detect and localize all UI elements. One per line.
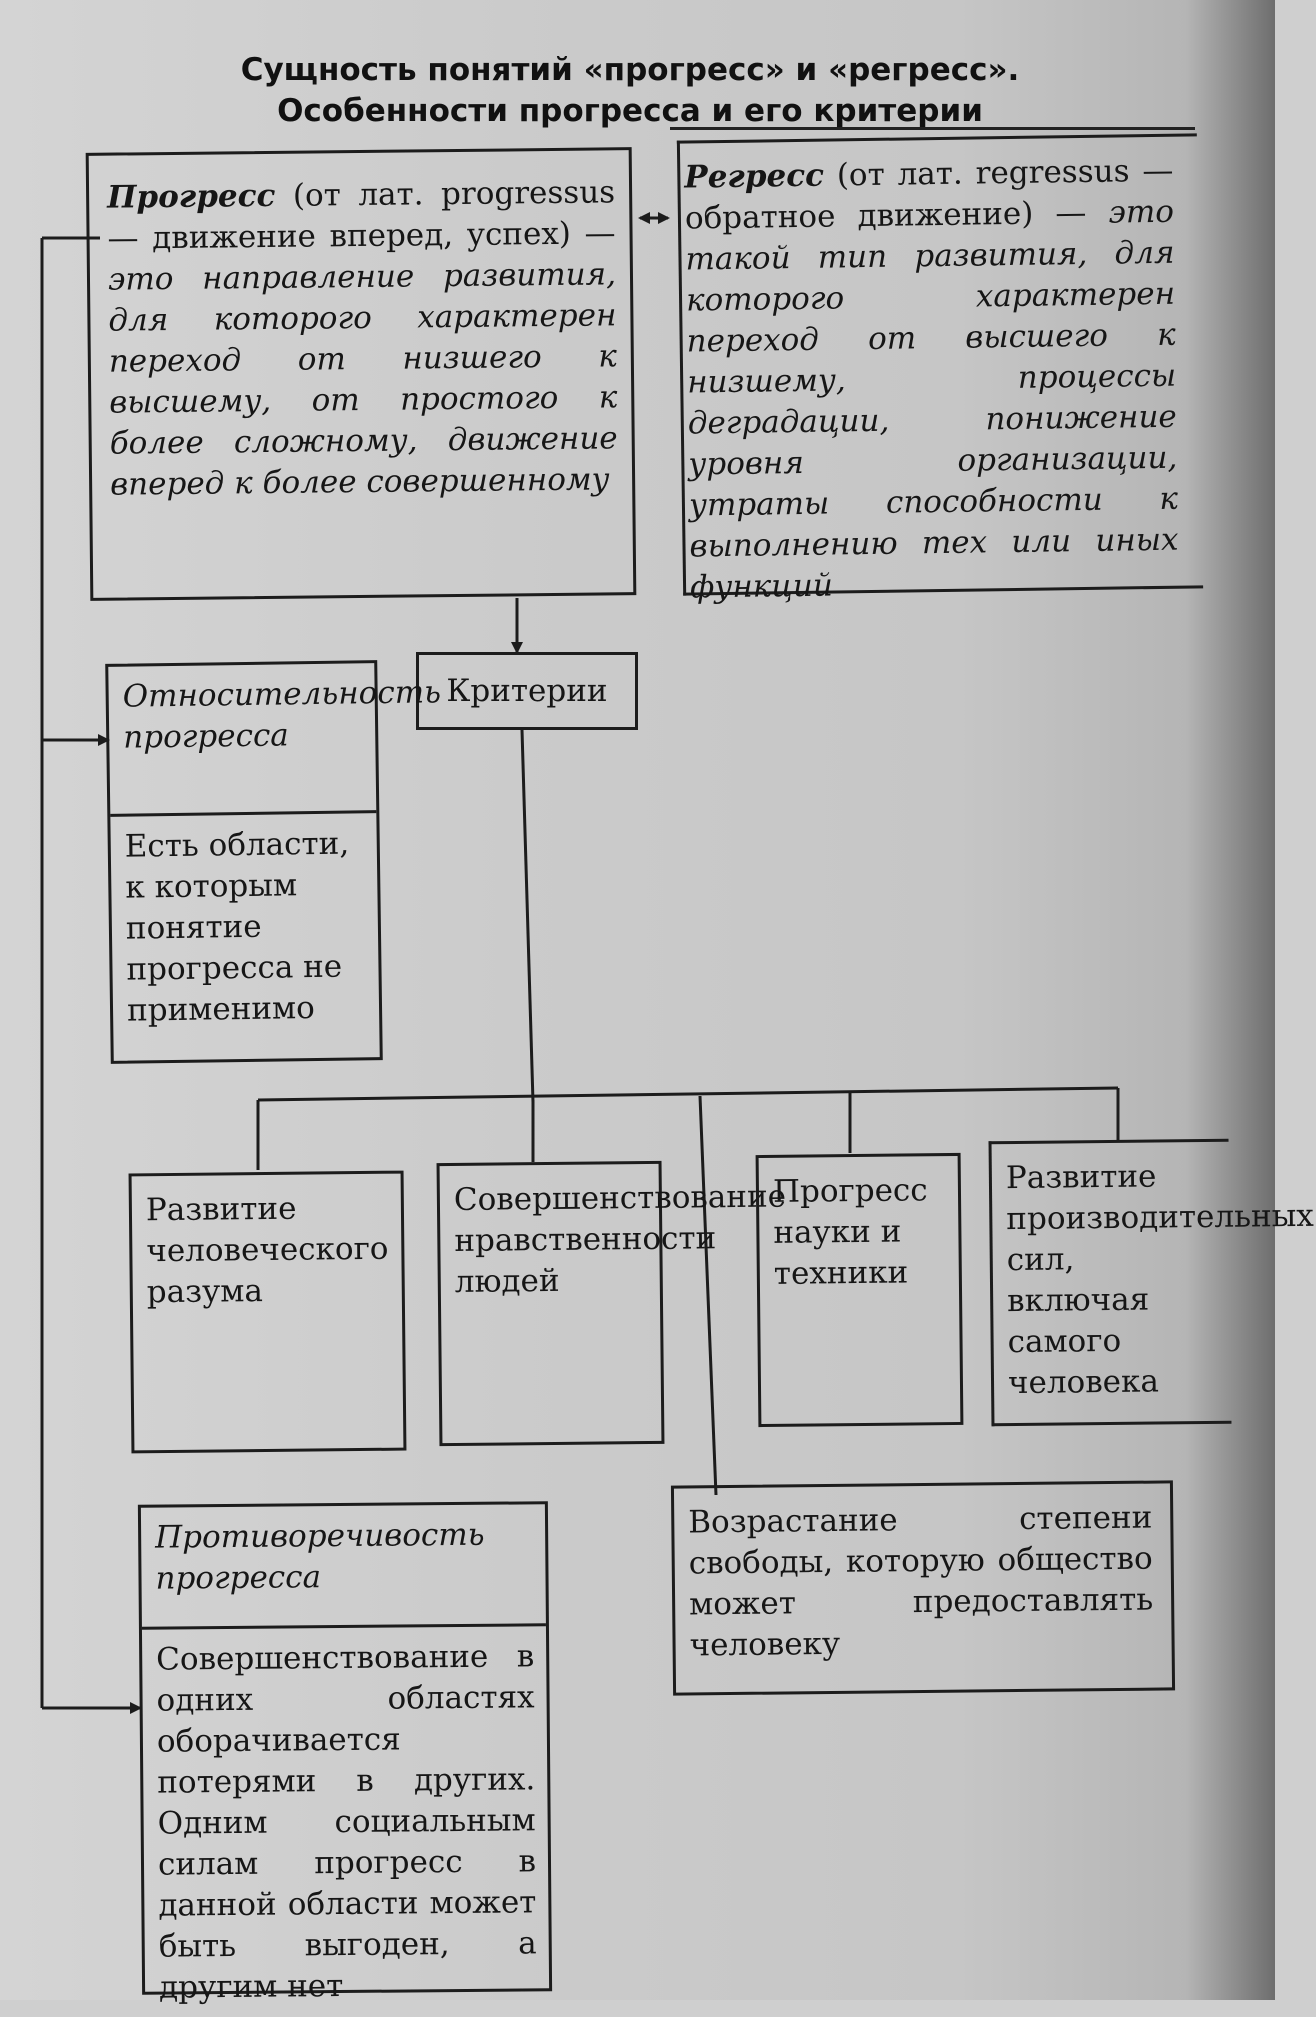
criterion-box-1 <box>129 1171 407 1454</box>
contradiction-heading: Противоречивость прогресса <box>141 1504 546 1630</box>
progress-term: Прогресс <box>106 177 276 216</box>
diagram-title-line-1: Сущность понятий «прогресс» и «регресс». <box>240 52 1020 88</box>
criteria-label: Критерии <box>446 673 608 709</box>
criterion-5: Возрастание степени свободы, которую общество может предоставлять человеку <box>688 1499 1154 1664</box>
progress-definition: это направление развития, для которого характерен переход от низшего к высшему, от простого к более сложному, движение вперед к более совершенному <box>107 256 618 503</box>
criterion-1: Развитие человеческого разума <box>145 1190 389 1311</box>
criterion-3: Прогресс науки и техники <box>772 1172 928 1292</box>
criterion-box-2 <box>437 1161 787 1446</box>
criteria-branch-line <box>258 1088 1118 1100</box>
regress-definition-box <box>677 133 1203 606</box>
progress-definition-box <box>86 147 637 601</box>
criterion-2: Совершенствование нравственности людей <box>453 1178 787 1301</box>
diagram-title-line-2: Особенности прогресса и его критерии <box>277 93 983 129</box>
relativity-body: Есть области, к которым понятие прогресса не применимо <box>124 825 350 1029</box>
regress-origin: (от лат. regressus — обратное движение) — <box>684 152 1174 237</box>
criterion-box-5 <box>671 1480 1175 1695</box>
criterion-box-4 <box>989 1139 1315 1426</box>
regress-term: Регресс <box>684 157 825 196</box>
relativity-box <box>105 660 442 1064</box>
regress-definition: это такой тип развития, для которого характерен переход от высшего к низшему, процессы деградации, понижение уровня организации, утраты способности к выполнению тех или иных функций <box>685 193 1179 606</box>
criteria-trunk-line <box>522 730 533 1102</box>
criterion-box-3 <box>756 1153 964 1427</box>
contradiction-box <box>138 1501 552 2006</box>
criteria-box <box>416 652 638 730</box>
contradiction-body: Совершенствование в одних областях оборачивается потерями в других. Одним социальным силам прогресс в данной области может быть выгоден, а другим нет <box>156 1638 537 2006</box>
criterion-4: Развитие производительных сил, включая самого человека <box>1005 1158 1315 1402</box>
progress-origin: (от лат. progressus — движение вперед, успех) — <box>107 174 616 257</box>
relativity-heading: Относительность прогресса <box>108 663 376 817</box>
